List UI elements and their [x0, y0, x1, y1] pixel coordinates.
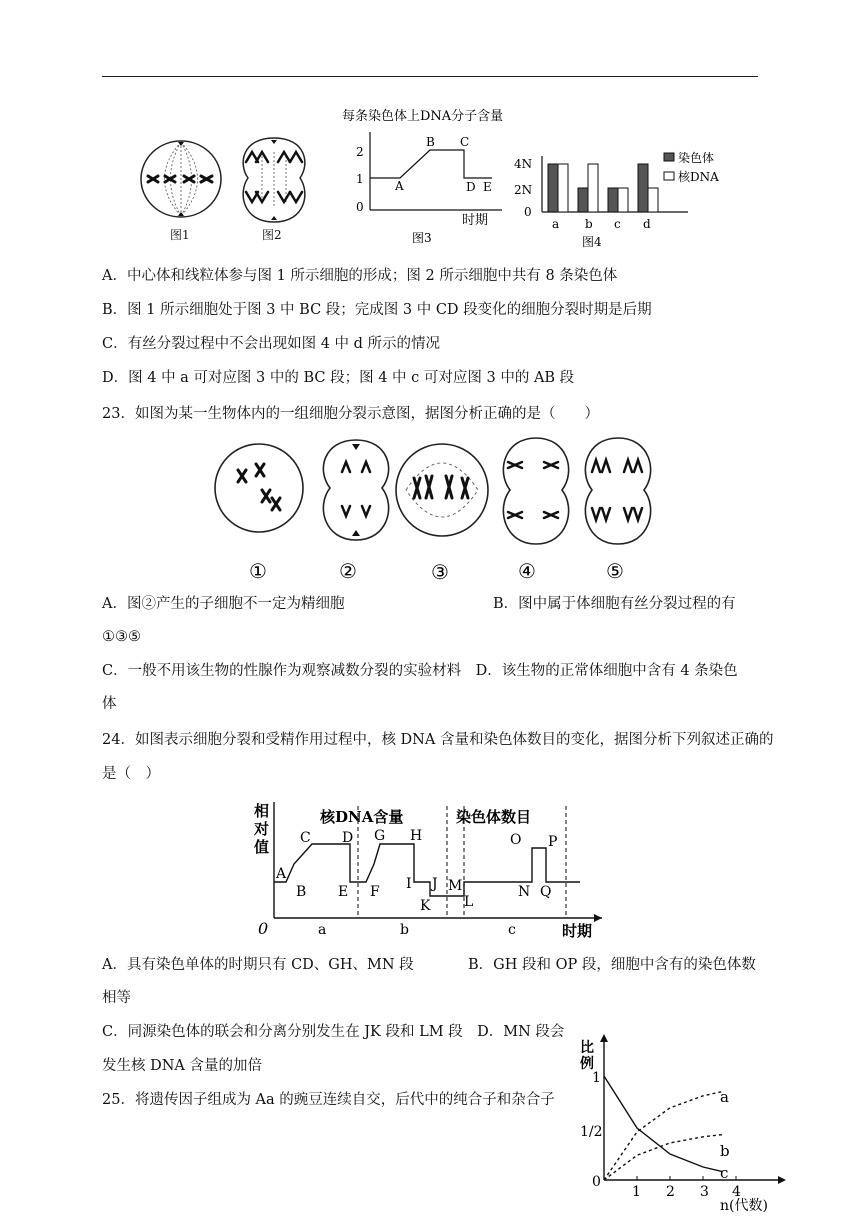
fig4-legend-chromosome: 染色体	[678, 151, 715, 165]
q24-pt-J: J	[432, 876, 438, 892]
fig4-legend-swatch-dna	[664, 172, 674, 180]
q24-pt-G: G	[374, 828, 386, 844]
q25-chart	[572, 1030, 832, 1216]
fig4-cat-b: b	[585, 217, 593, 231]
q23-option-a: A．图②产生的子细胞不一定为精细胞	[102, 596, 345, 612]
figure-1-cell	[138, 138, 224, 224]
cell-1	[215, 444, 303, 532]
fig4-legend-swatch-chromosome	[664, 153, 674, 161]
fig4-bar-d-chromosome	[638, 164, 648, 212]
q23-cell-figures	[212, 436, 662, 584]
q24-pt-N: N	[518, 884, 531, 900]
fig3-ytick-2: 2	[356, 145, 364, 159]
q23-option-b-line1: B．图中属于体细胞有丝分裂过程的有	[493, 596, 736, 612]
fig4-cat-d: d	[643, 217, 651, 231]
q25-xlabel: n(代数)	[720, 1198, 768, 1214]
q22-option-a: A．中心体和线粒体参与图 1 所示细胞的形成；图 2 所示细胞中共有 8 条染色体	[102, 268, 618, 284]
q24-pt-C: C	[300, 830, 311, 846]
cell-2	[323, 440, 388, 540]
q25-series-c-label: c	[720, 1164, 729, 1182]
fig4-bar-a-chromosome	[548, 164, 558, 212]
q25-ytick-1: 1	[592, 1070, 601, 1086]
q24-section-chromosome: 染色体数目	[456, 808, 532, 826]
q25-ytick-half: 1/2	[580, 1124, 603, 1140]
q24-ylabel-1: 相	[254, 802, 270, 820]
fig3-caption: 图3	[412, 231, 432, 245]
q25-xtick-4: 4	[732, 1184, 741, 1200]
fig4-cat-a: a	[552, 217, 560, 231]
q24-option-b-line2: 相等	[102, 990, 131, 1006]
cell-label-3: ③	[431, 560, 449, 584]
fig3-ytick-1: 1	[356, 172, 364, 186]
figure-2-caption: 图2	[262, 228, 282, 242]
fig4-ytick-4N: 4N	[514, 157, 533, 171]
cell-label-5: ⑤	[606, 559, 624, 583]
fig4-ytick-2N: 2N	[514, 183, 533, 197]
q22-option-c: C．有丝分裂过程中不会出现如图 4 中 d 所示的情况	[102, 336, 441, 352]
fig4-bar-c-chromosome	[608, 188, 618, 212]
q25-series-a-label: a	[720, 1088, 729, 1106]
q24-ylabel-2: 对	[254, 820, 270, 838]
q25-xtick-3: 3	[700, 1184, 709, 1200]
cell-5	[585, 438, 650, 544]
q24-x-arrow	[594, 914, 602, 922]
fig4-legend-dna: 核DNA	[678, 170, 719, 184]
figure-2-cell	[232, 134, 316, 226]
q24-phase-a: a	[318, 922, 327, 938]
q24-line	[274, 844, 580, 896]
q25-y-arrow	[600, 1034, 608, 1042]
fig4-bar-a-dna	[558, 164, 568, 212]
q24-phase-b: b	[400, 922, 409, 938]
q24-pt-B: B	[296, 884, 307, 900]
fig3-point-D: D	[466, 180, 476, 194]
q24-pt-O: O	[510, 832, 522, 848]
q24-origin: 0	[258, 919, 269, 938]
q24-option-d-line2: 发生核 DNA 含量的加倍	[102, 1058, 263, 1074]
figure-1-caption: 图1	[170, 228, 190, 242]
fig3-point-C: C	[460, 135, 470, 149]
q25-x-arrow	[778, 1176, 786, 1184]
fig3-line	[370, 150, 492, 178]
fig3-point-B: B	[426, 135, 435, 149]
fig4-caption: 图4	[582, 235, 602, 249]
q24-pt-I: I	[406, 876, 412, 892]
cell-4	[503, 438, 568, 544]
q24-pt-M: M	[448, 878, 463, 894]
header-rule	[102, 76, 758, 77]
cell-label-4: ④	[518, 559, 536, 583]
q24-xlabel: 时期	[562, 922, 593, 940]
fig4-bar-c-dna	[618, 188, 628, 212]
q25-xtick-1: 1	[632, 1184, 641, 1200]
q23-option-b-line2: ①③⑤	[102, 629, 141, 645]
q24-pt-Q: Q	[540, 884, 552, 900]
q24-option-cd-line1: C．同源染色体的联会和分离分别发生在 JK 段和 LM 段 D．MN 段会	[102, 1024, 565, 1040]
q22-option-d: D．图 4 中 a 可对应图 3 中的 BC 段；图 4 中 c 可对应图 3 中的 AB 段	[102, 370, 575, 386]
fig3-point-E: E	[483, 180, 492, 194]
fig4-cat-c: c	[614, 217, 621, 231]
q24-stem-line1: 24．如图表示细胞分裂和受精作用过程中，核 DNA 含量和染色体数目的变化，据图分析下列叙述正确的	[102, 732, 774, 748]
q24-pt-F: F	[370, 884, 380, 900]
q24-option-a: A．具有染色单体的时期只有 CD、GH、MN 段	[102, 957, 414, 973]
q24-option-b-line1: B．GH 段和 OP 段，细胞中含有的染色体数	[468, 957, 756, 973]
fig3-point-A: A	[395, 179, 404, 193]
q24-pt-D: D	[342, 830, 354, 846]
cell-label-2: ②	[339, 559, 357, 583]
q25-curve-b	[604, 1135, 723, 1180]
q25-ytick-0: 0	[592, 1174, 601, 1190]
q25-ylabel-1: 比	[580, 1040, 594, 1056]
figure-3-chart	[340, 104, 520, 250]
q24-stem-line2: 是（ ）	[102, 766, 160, 782]
cell-3	[396, 444, 488, 536]
q24-pt-P: P	[548, 834, 558, 850]
q24-pt-L: L	[464, 894, 474, 910]
fig4-bar-d-dna	[648, 188, 658, 212]
fig4-bar-b-dna	[588, 164, 598, 212]
fig3-ylabel: 每条染色体上DNA分子含量	[342, 109, 504, 124]
q24-section-dna: 核DNA含量	[320, 808, 404, 826]
q24-pt-E: E	[338, 884, 349, 900]
q24-chart	[250, 798, 620, 946]
q24-pt-A: A	[276, 866, 287, 882]
q23-option-cd-line2: 体	[102, 696, 117, 712]
q25-ylabel-2: 例	[580, 1056, 594, 1072]
fig3-ytick-0: 0	[356, 200, 364, 214]
fig4-bar-b-chromosome	[578, 188, 588, 212]
figure-4-chart	[512, 148, 732, 250]
fig3-xlabel: 时期	[462, 213, 489, 228]
q23-option-cd-line1: C．一般不用该生物的性腺作为观察减数分裂的实验材料 D．该生物的正常体细胞中含有 4 条染色	[102, 663, 738, 679]
q24-ylabel-3: 值	[254, 838, 270, 856]
q24-pt-K: K	[420, 898, 431, 914]
q22-option-b: B．图 1 所示细胞处于图 3 中 BC 段；完成图 3 中 CD 段变化的细胞分裂时期是后期	[102, 302, 652, 318]
cell-label-1: ①	[249, 559, 267, 583]
q25-series-b-label: b	[720, 1142, 730, 1160]
q25-stem: 25．将遗传因子组成为 Aa 的豌豆连续自交，后代中的纯合子和杂合子	[102, 1092, 555, 1108]
q24-pt-H: H	[410, 828, 423, 844]
q23-stem: 23．如图为某一生物体内的一组细胞分裂示意图，据图分析正确的是（ ）	[102, 406, 599, 422]
fig4-ytick-0: 0	[524, 205, 532, 219]
q25-curve-c	[604, 1076, 723, 1172]
q24-phase-c: c	[508, 922, 516, 938]
q25-xtick-2: 2	[666, 1184, 675, 1200]
